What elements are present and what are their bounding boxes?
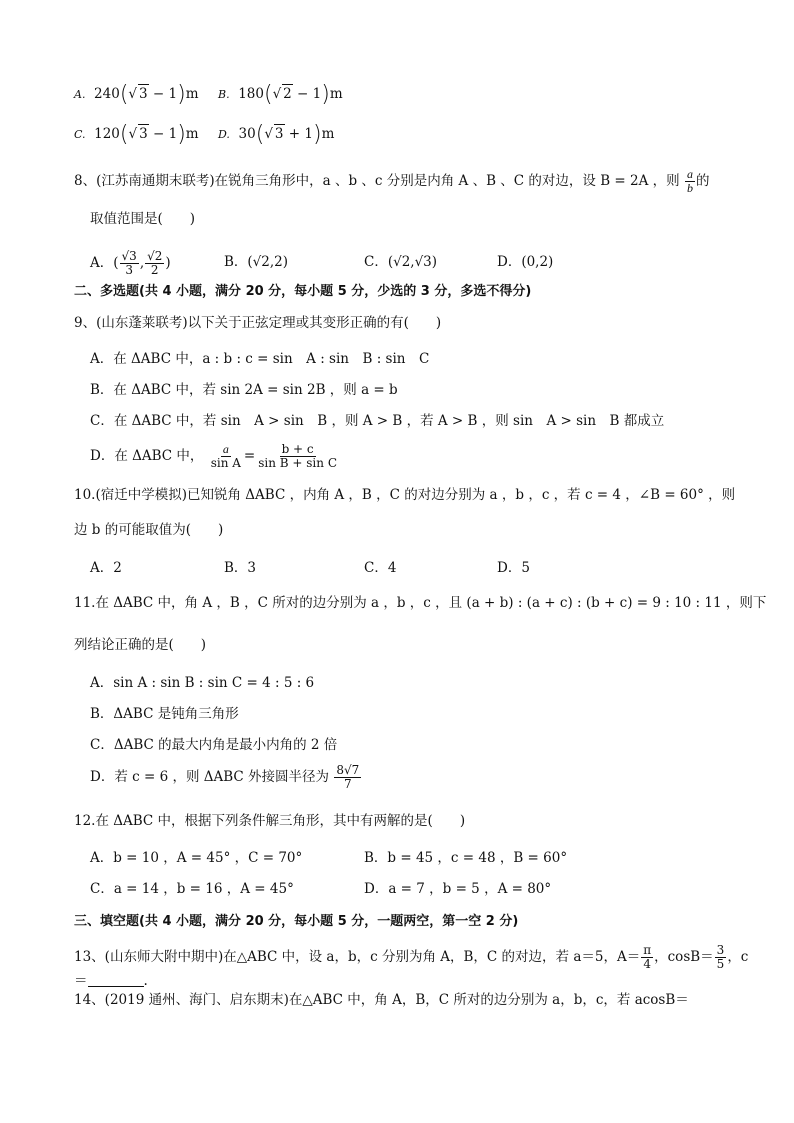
q14-stem-line1: 14、(2019 通州、海门、启东期末)在△ABC 中，角 A，B，C 所对的边分别为 a，b，c，若 acosB＝	[74, 992, 689, 1008]
q11-option-b: B．ΔABC 是钝角三角形	[90, 706, 239, 722]
q7-option-d: D. 30(√ 3 + 1)m	[218, 122, 335, 147]
q9-option-d: D．在 ΔABC 中， $\frac{a}{\text{sin A}}$ = $\frac{b + c}{\text{sin B + sin C}}$	[90, 442, 337, 470]
q7-option-c: C. 120(√ 3 − 1)m	[74, 122, 199, 147]
coefficient: 180	[238, 86, 264, 102]
coefficient: 30	[238, 126, 256, 142]
radicand: 3	[139, 86, 148, 102]
q12-option-c: C．a = 14 ，b = 16 ，A = 45°	[90, 881, 294, 897]
unit: m	[185, 126, 199, 142]
q11-option-d: D．若 c = 6 ，则 ΔABC 外接圆半径为 $\frac{8√7}{7}$	[90, 763, 360, 791]
q8-option-a: A．( $\frac{√3}{3}$ , $\frac{√2}{2}$ )	[90, 249, 171, 277]
unit: m	[321, 126, 335, 142]
q7-option-a: A. 240(√ 3 − 1)m	[74, 82, 199, 107]
q8-option-b: B．(√2,2)	[224, 254, 289, 270]
coefficient: 120	[94, 126, 120, 142]
section-heading-multi-choice: 二、多选题(共 4 小题，满分 20 分，每小题 5 分，少选的 3 分，多选不得分)	[74, 284, 532, 299]
q8-stem-text: 8、(江苏南通期末联考)在锐角三角形中，a 、b 、c 分别是内角 A 、B 、C 的对边，设 B = 2A ，则	[74, 173, 680, 189]
q10-option-c: C．4	[364, 560, 397, 576]
q12-option-d: D．a = 7 ，b = 5 ，A = 80°	[364, 881, 552, 897]
q10-option-b: B．3	[224, 560, 257, 576]
q11-option-a: A．sin A : sin B : sin C = 4 : 5 : 6	[90, 675, 315, 691]
q10-option-d: D．5	[497, 560, 530, 576]
option-letter: D.	[218, 128, 230, 141]
option-letter: A.	[74, 88, 86, 101]
q9-option-a: A．在 ΔABC 中，a : b : c = sin A : sin B : sin C	[90, 351, 430, 367]
q10-stem-line2: 边 b 的可能取值为( )	[74, 522, 224, 538]
q8-stem-tail: 的	[695, 173, 710, 189]
option-letter: B.	[218, 88, 230, 101]
q8-stem-line2: 取值范围是( )	[90, 211, 196, 227]
radicand: 2	[283, 86, 292, 102]
section-heading-fill-blank: 三、填空题(共 4 小题，满分 20 分，每小题 5 分，一题两空，第一空 2 分)	[74, 914, 519, 929]
q12-stem: 12.在 ΔABC 中，根据下列条件解三角形，其中有两解的是( )	[74, 813, 466, 829]
q11-stem-line2: 列结论正确的是( )	[74, 637, 207, 653]
coefficient: 240	[94, 86, 120, 102]
q9-option-c: C．在 ΔABC 中，若 sin A > sin B ，则 A > B ，若 A > B ，则 sin A > sin B 都成立	[90, 413, 665, 429]
q11-stem-line1: 11.在 ΔABC 中，角 A ，B ，C 所对的边分别为 a ，b ，c ，且 (a + b) : (a + c) : (b + c) = 9 : 10 : 11 ，则下	[74, 595, 767, 611]
q13-stem: 13、(山东师大附中期中)在△ABC 中，设 a，b，c 分别为角 A，B，C 的对边，若 a＝5，A＝ $\frac{\pi}{4}$ ，cosB＝ $\frac{3}{5}$ ，c	[74, 943, 749, 971]
q10-option-a: A．2	[90, 560, 122, 576]
q12-option-a: A．b = 10 ，A = 45° ，C = 70°	[90, 850, 303, 866]
q8-option-d: D．(0,2)	[497, 254, 554, 270]
radicand: 3	[139, 126, 148, 142]
q8-option-c: C．(√2,√3)	[364, 254, 438, 270]
unit: m	[329, 86, 343, 102]
q12-option-b: B．b = 45 ，c = 48 ，B = 60°	[364, 850, 568, 866]
q8-stem	[74, 168, 709, 195]
q8-fraction: $\frac{a}{b}$	[686, 167, 693, 195]
q13-answer-line: ＝ .	[74, 973, 148, 989]
q9-option-b: B．在 ΔABC 中，若 sin 2A = sin 2B ，则 a = b	[90, 382, 398, 398]
answer-blank[interactable]	[88, 974, 144, 987]
option-letter: C.	[74, 128, 86, 141]
q9-stem: 9、(山东蓬莱联考)以下关于正弦定理或其变形正确的有( )	[74, 315, 442, 331]
unit: m	[185, 86, 199, 102]
q10-stem-line1: 10.(宿迁中学模拟)已知锐角 ΔABC ，内角 A ，B ，C 的对边分别为 a ，b ，c ，若 c = 4 ，∠B = 60° ，则	[74, 487, 736, 503]
radicand: 3	[274, 126, 284, 142]
q11-option-c: C．ΔABC 的最大内角是最小内角的 2 倍	[90, 737, 338, 753]
q7-option-b: B. 180(√ 2 − 1)m	[218, 82, 343, 107]
